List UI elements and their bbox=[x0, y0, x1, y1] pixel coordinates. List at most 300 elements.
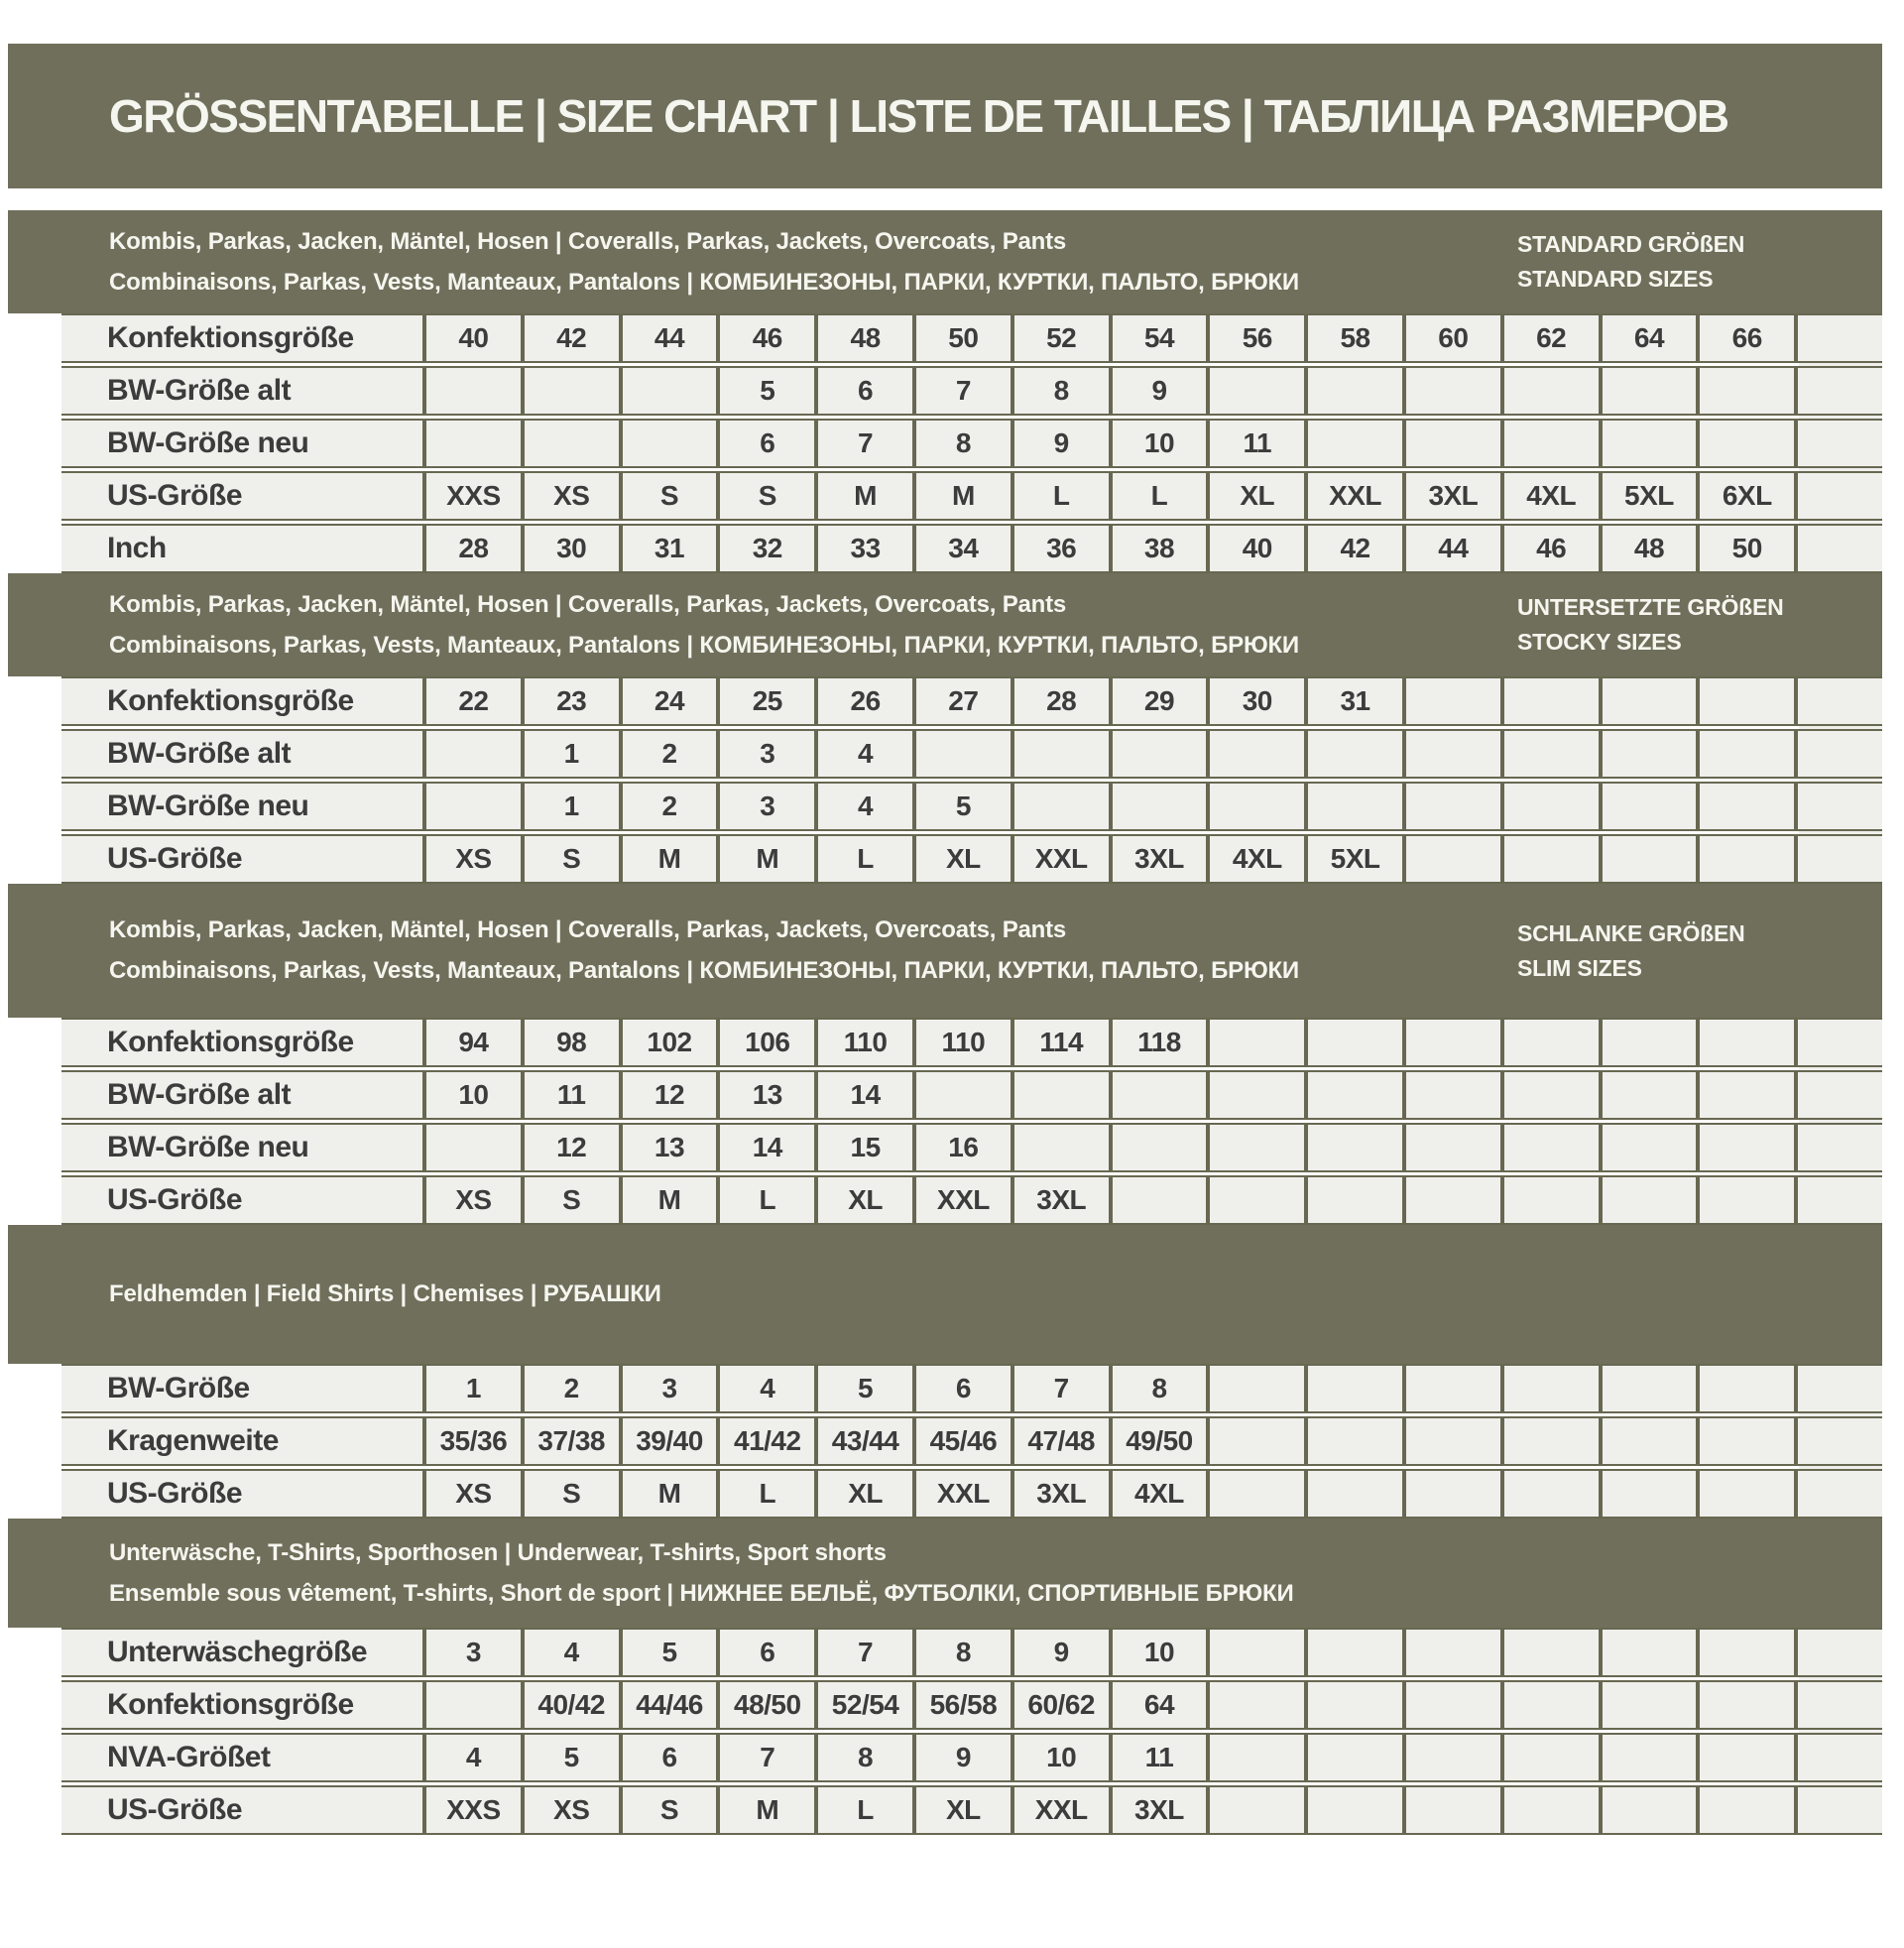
table-row bbox=[61, 1785, 1882, 1835]
row-label: BW-Größe neu bbox=[61, 1125, 426, 1170]
size-cell: 7 bbox=[916, 368, 1014, 414]
size-cell: M bbox=[916, 473, 1014, 519]
size-cell: 44 bbox=[1406, 526, 1504, 571]
size-cell: 15 bbox=[818, 1125, 916, 1170]
size-cell bbox=[1406, 1735, 1504, 1780]
size-cell: 62 bbox=[1504, 315, 1603, 361]
row-label: Unterwäschegröße bbox=[61, 1630, 426, 1675]
size-cell: L bbox=[720, 1177, 818, 1223]
size-cell bbox=[1504, 368, 1603, 414]
size-cell bbox=[1700, 1630, 1798, 1675]
row-label: Konfektionsgröße bbox=[61, 678, 426, 724]
row-label: BW-Größe neu bbox=[61, 784, 426, 829]
size-cell bbox=[1308, 1682, 1406, 1728]
size-cell: M bbox=[720, 836, 818, 882]
size-cell bbox=[1700, 731, 1798, 777]
size-cell: S bbox=[525, 1177, 623, 1223]
size-cell bbox=[1603, 1125, 1701, 1170]
size-cell bbox=[1210, 1471, 1308, 1517]
size-cell: 7 bbox=[1014, 1366, 1113, 1411]
size-cell: L bbox=[818, 1787, 916, 1833]
section-side-label bbox=[1517, 594, 1784, 656]
section-header-text bbox=[8, 591, 1299, 660]
size-cell: 8 bbox=[916, 421, 1014, 466]
size-cell: 4 bbox=[818, 731, 916, 777]
size-cell bbox=[1406, 1125, 1504, 1170]
row-label: US-Größe bbox=[61, 1787, 426, 1833]
size-cell bbox=[1210, 1020, 1308, 1065]
size-cell bbox=[1700, 678, 1798, 724]
size-cell: 22 bbox=[426, 678, 525, 724]
size-cell: 31 bbox=[623, 526, 721, 571]
size-cell: 1 bbox=[426, 1366, 525, 1411]
size-cell: XL bbox=[916, 836, 1014, 882]
size-cell bbox=[1210, 784, 1308, 829]
size-cell: 30 bbox=[525, 526, 623, 571]
size-cell bbox=[1210, 1177, 1308, 1223]
size-cell: 39/40 bbox=[623, 1418, 721, 1464]
size-cell: L bbox=[720, 1471, 818, 1517]
section-header-line1: Kombis, Parkas, Jacken, Mäntel, Hosen | Coveralls, Parkas, Jackets, Overcoats, Pants bbox=[109, 916, 1067, 943]
size-cell: 10 bbox=[1014, 1735, 1113, 1780]
size-cell bbox=[426, 1125, 525, 1170]
size-cell: 110 bbox=[818, 1020, 916, 1065]
size-cell bbox=[1406, 368, 1504, 414]
size-cell: 8 bbox=[1014, 368, 1113, 414]
size-cell bbox=[1603, 1787, 1701, 1833]
size-cell: 66 bbox=[1700, 315, 1798, 361]
size-cell bbox=[1406, 1020, 1504, 1065]
size-cell: 13 bbox=[720, 1072, 818, 1118]
size-cell bbox=[623, 421, 721, 466]
size-cell bbox=[1113, 1072, 1211, 1118]
size-cell bbox=[1406, 678, 1504, 724]
size-cell: 12 bbox=[525, 1125, 623, 1170]
size-cell: 7 bbox=[818, 1630, 916, 1675]
size-cell bbox=[1603, 731, 1701, 777]
size-cell bbox=[1308, 1787, 1406, 1833]
size-cell: 6XL bbox=[1700, 473, 1798, 519]
side-label-line2: SLIM SIZES bbox=[1517, 954, 1642, 981]
size-cell: 37/38 bbox=[525, 1418, 623, 1464]
size-cell: XXS bbox=[426, 1787, 525, 1833]
size-cell bbox=[1210, 731, 1308, 777]
table-row bbox=[61, 1123, 1882, 1172]
size-table-stocky-sizes bbox=[61, 676, 1882, 884]
table-row bbox=[61, 1018, 1882, 1067]
size-cell bbox=[1308, 1735, 1406, 1780]
size-cell: M bbox=[623, 1471, 721, 1517]
size-cell bbox=[1603, 1735, 1701, 1780]
size-cell: 4 bbox=[426, 1735, 525, 1780]
size-cell bbox=[916, 1072, 1014, 1118]
size-cell: 52 bbox=[1014, 315, 1113, 361]
size-cell bbox=[1603, 1471, 1701, 1517]
section-header-band-field-shirts bbox=[8, 1225, 1882, 1364]
size-cell: 3 bbox=[426, 1630, 525, 1675]
size-cell bbox=[1700, 1125, 1798, 1170]
size-cell bbox=[1308, 421, 1406, 466]
size-cell: 4 bbox=[818, 784, 916, 829]
table-row bbox=[61, 1628, 1882, 1677]
size-cell: 28 bbox=[1014, 678, 1113, 724]
size-cell: 64 bbox=[1113, 1682, 1211, 1728]
size-cell bbox=[1504, 1418, 1603, 1464]
row-label: NVA-Größet bbox=[61, 1735, 426, 1780]
size-cell: 33 bbox=[818, 526, 916, 571]
size-cell: 46 bbox=[1504, 526, 1603, 571]
section-header-band-stocky-sizes bbox=[8, 573, 1882, 676]
size-cell: XL bbox=[818, 1177, 916, 1223]
size-cell: 6 bbox=[818, 368, 916, 414]
size-cell bbox=[426, 731, 525, 777]
size-cell bbox=[1308, 1072, 1406, 1118]
size-cell bbox=[1700, 1787, 1798, 1833]
size-cell bbox=[1603, 1366, 1701, 1411]
size-cell: 6 bbox=[720, 421, 818, 466]
size-cell: 4XL bbox=[1504, 473, 1603, 519]
size-cell bbox=[1700, 836, 1798, 882]
size-table-underwear bbox=[61, 1628, 1882, 1835]
size-cell: 56 bbox=[1210, 315, 1308, 361]
size-cell: 44/46 bbox=[623, 1682, 721, 1728]
row-label: Inch bbox=[61, 526, 426, 571]
size-cell: XL bbox=[1210, 473, 1308, 519]
size-cell: 10 bbox=[1113, 1630, 1211, 1675]
size-cell bbox=[525, 421, 623, 466]
size-cell bbox=[1700, 784, 1798, 829]
size-cell: 48 bbox=[1603, 526, 1701, 571]
size-cell: 35/36 bbox=[426, 1418, 525, 1464]
size-cell: 106 bbox=[720, 1020, 818, 1065]
size-cell: 118 bbox=[1113, 1020, 1211, 1065]
size-cell bbox=[1406, 1787, 1504, 1833]
table-row bbox=[61, 419, 1882, 468]
size-cell bbox=[623, 368, 721, 414]
table-row bbox=[61, 1416, 1882, 1466]
size-cell: M bbox=[623, 1177, 721, 1223]
size-cell: 5 bbox=[916, 784, 1014, 829]
size-cell bbox=[1504, 1471, 1603, 1517]
table-row bbox=[61, 1364, 1882, 1413]
size-cell bbox=[1504, 836, 1603, 882]
size-cell bbox=[1210, 1787, 1308, 1833]
size-cell: 56/58 bbox=[916, 1682, 1014, 1728]
size-cell bbox=[1113, 731, 1211, 777]
size-cell bbox=[1603, 1682, 1701, 1728]
size-cell: 44 bbox=[623, 315, 721, 361]
size-cell: XS bbox=[525, 1787, 623, 1833]
size-cell bbox=[1603, 1418, 1701, 1464]
section-header-line2: Combinaisons, Parkas, Vests, Manteaux, Pantalons | КОМБИНЕЗОНЫ, ПАРКИ, КУРТКИ, ПАЛЬТО, БРЮКИ bbox=[109, 268, 1299, 296]
size-cell bbox=[1504, 1125, 1603, 1170]
size-cell bbox=[1014, 731, 1113, 777]
size-cell: S bbox=[720, 473, 818, 519]
size-cell bbox=[1308, 1125, 1406, 1170]
size-cell: 3 bbox=[623, 1366, 721, 1411]
size-cell: XS bbox=[426, 1471, 525, 1517]
size-cell bbox=[1504, 1735, 1603, 1780]
size-cell: 52/54 bbox=[818, 1682, 916, 1728]
size-cell: 9 bbox=[916, 1735, 1014, 1780]
size-cell bbox=[1308, 1366, 1406, 1411]
size-cell: 14 bbox=[720, 1125, 818, 1170]
size-cell bbox=[1406, 1630, 1504, 1675]
side-label-line1: SCHLANKE GRÖßEN bbox=[1517, 919, 1745, 946]
size-cell: XXS bbox=[426, 473, 525, 519]
size-cell: 40 bbox=[1210, 526, 1308, 571]
table-row bbox=[61, 676, 1882, 726]
size-cell bbox=[1406, 784, 1504, 829]
size-cell bbox=[1406, 836, 1504, 882]
size-cell bbox=[1308, 1630, 1406, 1675]
size-cell: 7 bbox=[818, 421, 916, 466]
size-cell: S bbox=[623, 473, 721, 519]
size-cell: L bbox=[1113, 473, 1211, 519]
size-cell: 31 bbox=[1308, 678, 1406, 724]
size-cell bbox=[916, 731, 1014, 777]
size-cell: 5 bbox=[525, 1735, 623, 1780]
size-cell: 4 bbox=[720, 1366, 818, 1411]
size-cell bbox=[1014, 784, 1113, 829]
size-cell: 60/62 bbox=[1014, 1682, 1113, 1728]
size-cell: 9 bbox=[1113, 368, 1211, 414]
size-cell bbox=[1308, 1471, 1406, 1517]
size-cell: S bbox=[623, 1787, 721, 1833]
size-cell bbox=[1700, 1471, 1798, 1517]
row-label: BW-Größe alt bbox=[61, 1072, 426, 1118]
section-header-band-slim-sizes bbox=[8, 884, 1882, 1018]
table-row bbox=[61, 471, 1882, 521]
size-cell bbox=[1210, 368, 1308, 414]
size-cell bbox=[1603, 678, 1701, 724]
size-cell bbox=[1603, 1020, 1701, 1065]
size-cell: XS bbox=[525, 473, 623, 519]
size-cell bbox=[1700, 1418, 1798, 1464]
side-label-line1: UNTERSETZTE GRÖßEN bbox=[1517, 594, 1784, 620]
size-cell bbox=[1308, 784, 1406, 829]
row-label: US-Größe bbox=[61, 1177, 426, 1223]
size-cell: XXL bbox=[916, 1177, 1014, 1223]
size-cell bbox=[1308, 1177, 1406, 1223]
row-label: BW-Größe neu bbox=[61, 421, 426, 466]
size-cell: 27 bbox=[916, 678, 1014, 724]
size-cell: 49/50 bbox=[1113, 1418, 1211, 1464]
size-cell: 98 bbox=[525, 1020, 623, 1065]
table-row bbox=[61, 782, 1882, 831]
size-cell: 34 bbox=[916, 526, 1014, 571]
size-cell: 41/42 bbox=[720, 1418, 818, 1464]
table-row bbox=[61, 524, 1882, 573]
size-cell: 42 bbox=[525, 315, 623, 361]
size-cell: 9 bbox=[1014, 421, 1113, 466]
table-row bbox=[61, 729, 1882, 779]
size-cell bbox=[1014, 1125, 1113, 1170]
size-cell bbox=[1700, 1735, 1798, 1780]
size-cell: 8 bbox=[818, 1735, 916, 1780]
size-cell: L bbox=[1014, 473, 1113, 519]
size-cell: S bbox=[525, 1471, 623, 1517]
row-label: Konfektionsgröße bbox=[61, 315, 426, 361]
size-table-slim-sizes bbox=[61, 1018, 1882, 1225]
size-cell bbox=[1603, 1177, 1701, 1223]
row-label: US-Größe bbox=[61, 473, 426, 519]
size-cell bbox=[525, 368, 623, 414]
size-cell bbox=[1700, 1366, 1798, 1411]
size-cell bbox=[1308, 368, 1406, 414]
size-cell bbox=[1603, 836, 1701, 882]
size-cell bbox=[1406, 1418, 1504, 1464]
size-cell bbox=[1210, 1125, 1308, 1170]
side-label-line2: STANDARD SIZES bbox=[1517, 266, 1714, 292]
page-title: GRÖSSENTABELLE | SIZE CHART | LISTE DE TAILLES | ТАБЛИЦА РАЗМЕРОВ bbox=[109, 90, 1728, 142]
size-cell: 43/44 bbox=[818, 1418, 916, 1464]
section-header-line1: Unterwäsche, T-Shirts, Sporthosen | Underwear, T-shirts, Sport shorts bbox=[109, 1538, 887, 1566]
size-cell: XXL bbox=[1014, 1787, 1113, 1833]
size-cell bbox=[1603, 1072, 1701, 1118]
side-label-line1: STANDARD GRÖßEN bbox=[1517, 231, 1745, 257]
size-cell: 45/46 bbox=[916, 1418, 1014, 1464]
section-header-text bbox=[8, 228, 1299, 297]
size-cell: 28 bbox=[426, 526, 525, 571]
size-cell: 11 bbox=[525, 1072, 623, 1118]
size-cell bbox=[1406, 1366, 1504, 1411]
size-cell bbox=[1700, 1072, 1798, 1118]
size-cell: 5 bbox=[818, 1366, 916, 1411]
size-cell: 40 bbox=[426, 315, 525, 361]
size-cell: M bbox=[720, 1787, 818, 1833]
size-cell: 6 bbox=[916, 1366, 1014, 1411]
size-cell: 3 bbox=[720, 731, 818, 777]
size-cell: 14 bbox=[818, 1072, 916, 1118]
size-cell: M bbox=[818, 473, 916, 519]
size-cell: 12 bbox=[623, 1072, 721, 1118]
section-header-line1: Kombis, Parkas, Jacken, Mäntel, Hosen | Coveralls, Parkas, Jackets, Overcoats, Pants bbox=[109, 590, 1067, 618]
table-row bbox=[61, 834, 1882, 884]
size-cell: 2 bbox=[623, 784, 721, 829]
size-cell: 48 bbox=[818, 315, 916, 361]
row-label: Konfektionsgröße bbox=[61, 1682, 426, 1728]
size-cell: 11 bbox=[1113, 1735, 1211, 1780]
size-cell: XS bbox=[426, 1177, 525, 1223]
size-cell bbox=[1700, 1682, 1798, 1728]
section-header-line1: Feldhemden | Field Shirts | Chemises | РУБАШКИ bbox=[109, 1280, 661, 1307]
size-cell: XXL bbox=[1308, 473, 1406, 519]
size-cell: 3XL bbox=[1113, 1787, 1211, 1833]
section-header-line1: Kombis, Parkas, Jacken, Mäntel, Hosen | Coveralls, Parkas, Jackets, Overcoats, Pants bbox=[109, 227, 1067, 255]
size-cell bbox=[426, 368, 525, 414]
size-cell: 6 bbox=[623, 1735, 721, 1780]
size-cell bbox=[1210, 1418, 1308, 1464]
row-label: US-Größe bbox=[61, 1471, 426, 1517]
size-cell: 64 bbox=[1603, 315, 1701, 361]
size-cell bbox=[1700, 1177, 1798, 1223]
size-cell bbox=[1406, 1471, 1504, 1517]
size-cell bbox=[1603, 784, 1701, 829]
size-cell bbox=[1700, 368, 1798, 414]
size-cell bbox=[1406, 731, 1504, 777]
size-cell: XL bbox=[818, 1471, 916, 1517]
size-cell bbox=[426, 784, 525, 829]
size-cell bbox=[1504, 678, 1603, 724]
size-cell bbox=[1504, 1787, 1603, 1833]
size-cell: 4 bbox=[525, 1630, 623, 1675]
size-cell: 50 bbox=[916, 315, 1014, 361]
size-cell bbox=[1113, 1177, 1211, 1223]
table-row bbox=[61, 1680, 1882, 1730]
row-label: US-Größe bbox=[61, 836, 426, 882]
size-cell: 3XL bbox=[1113, 836, 1211, 882]
table-row bbox=[61, 1175, 1882, 1225]
table-row bbox=[61, 1070, 1882, 1120]
size-cell: 94 bbox=[426, 1020, 525, 1065]
size-cell bbox=[1504, 1177, 1603, 1223]
size-cell: 10 bbox=[1113, 421, 1211, 466]
size-cell: 2 bbox=[525, 1366, 623, 1411]
size-cell: 50 bbox=[1700, 526, 1798, 571]
page-title-band bbox=[8, 44, 1882, 188]
size-cell bbox=[1308, 1418, 1406, 1464]
size-cell: 32 bbox=[720, 526, 818, 571]
size-cell: 3XL bbox=[1014, 1471, 1113, 1517]
size-cell: 47/48 bbox=[1014, 1418, 1113, 1464]
side-label-line2: STOCKY SIZES bbox=[1517, 629, 1682, 655]
table-row bbox=[61, 1733, 1882, 1782]
size-cell bbox=[1700, 1020, 1798, 1065]
size-cell: 5 bbox=[720, 368, 818, 414]
size-cell: XL bbox=[916, 1787, 1014, 1833]
section-header-line2: Combinaisons, Parkas, Vests, Manteaux, Pantalons | КОМБИНЕЗОНЫ, ПАРКИ, КУРТКИ, ПАЛЬТО, БРЮКИ bbox=[109, 957, 1299, 984]
size-cell bbox=[1603, 421, 1701, 466]
size-cell: 10 bbox=[426, 1072, 525, 1118]
size-cell bbox=[1603, 1630, 1701, 1675]
size-cell bbox=[1504, 421, 1603, 466]
row-label: BW-Größe bbox=[61, 1366, 426, 1411]
size-cell bbox=[1210, 1630, 1308, 1675]
size-cell bbox=[1014, 1072, 1113, 1118]
size-cell: 4XL bbox=[1210, 836, 1308, 882]
section-header-line2: Combinaisons, Parkas, Vests, Manteaux, Pantalons | КОМБИНЕЗОНЫ, ПАРКИ, КУРТКИ, ПАЛЬТО, БРЮКИ bbox=[109, 631, 1299, 659]
size-cell: 1 bbox=[525, 784, 623, 829]
size-cell: 110 bbox=[916, 1020, 1014, 1065]
size-cell bbox=[1504, 731, 1603, 777]
section-header-text bbox=[8, 1280, 661, 1308]
size-cell bbox=[1504, 1366, 1603, 1411]
size-cell: 114 bbox=[1014, 1020, 1113, 1065]
size-cell: 36 bbox=[1014, 526, 1113, 571]
size-cell bbox=[1504, 784, 1603, 829]
size-cell: 11 bbox=[1210, 421, 1308, 466]
size-cell bbox=[1700, 421, 1798, 466]
size-cell: M bbox=[623, 836, 721, 882]
section-header-line2: Ensemble sous vêtement, T-shirts, Short de sport | НИЖНЕЕ БЕЛЬЁ, ФУТБОЛКИ, СПОРТИВНЫЕ БРЮКИ bbox=[109, 1579, 1294, 1607]
section-header-text bbox=[8, 916, 1299, 985]
size-cell: 25 bbox=[720, 678, 818, 724]
size-cell bbox=[1406, 421, 1504, 466]
section-header-text bbox=[8, 1539, 1294, 1608]
size-cell bbox=[1504, 1072, 1603, 1118]
size-cell: 3 bbox=[720, 784, 818, 829]
table-row bbox=[61, 313, 1882, 363]
size-cell bbox=[1210, 1072, 1308, 1118]
size-cell: 26 bbox=[818, 678, 916, 724]
size-cell bbox=[1308, 731, 1406, 777]
size-cell bbox=[426, 421, 525, 466]
row-label: Konfektionsgröße bbox=[61, 1020, 426, 1065]
size-cell: XXL bbox=[1014, 836, 1113, 882]
table-row bbox=[61, 1469, 1882, 1519]
size-cell bbox=[1406, 1177, 1504, 1223]
